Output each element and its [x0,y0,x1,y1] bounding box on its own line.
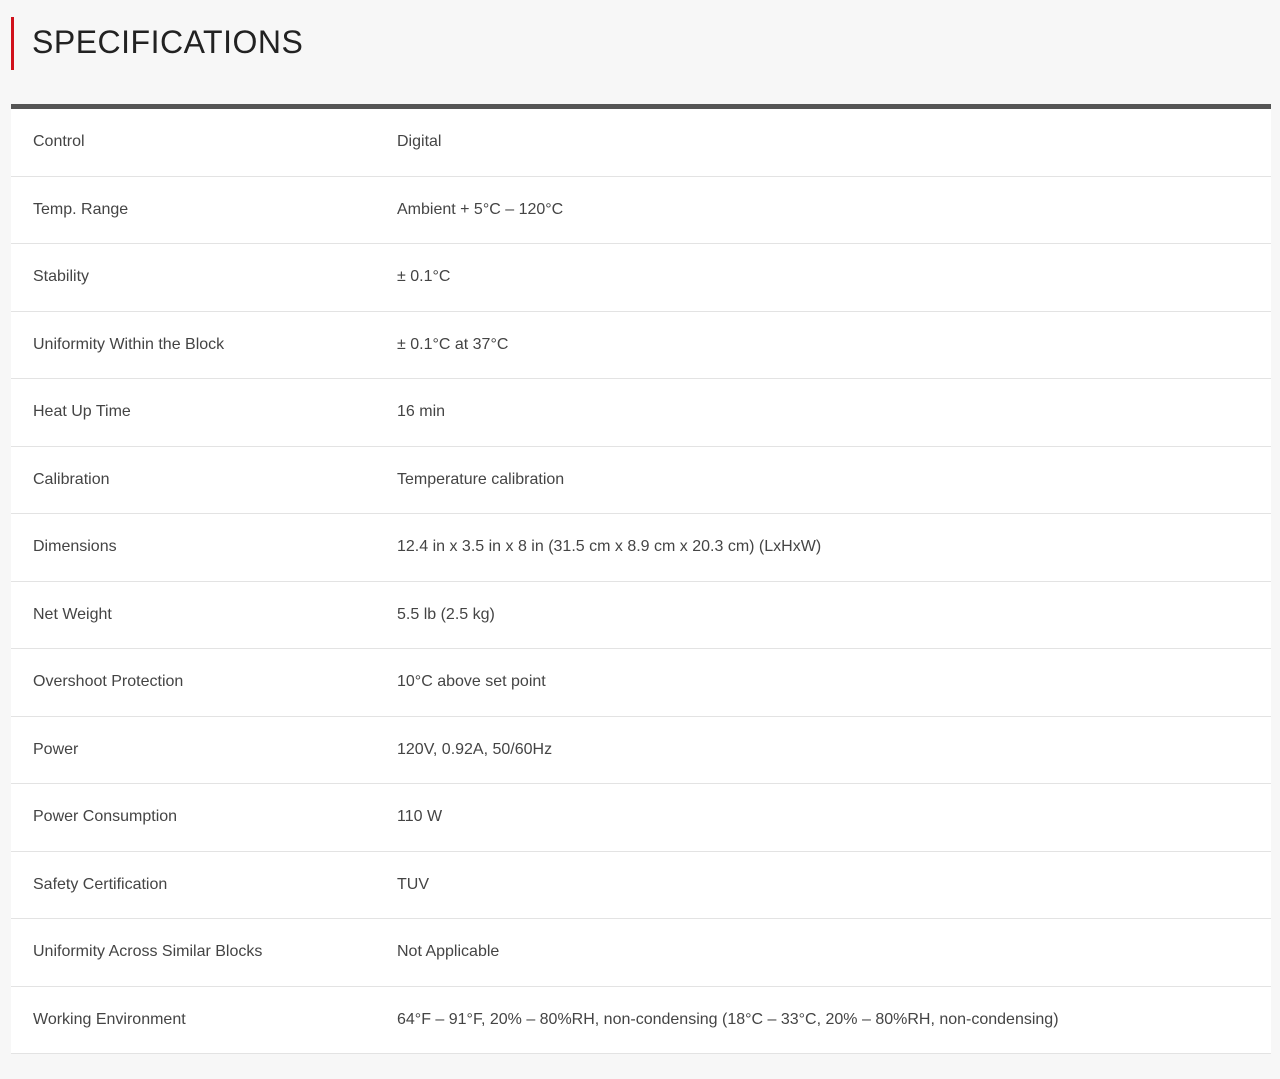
spec-label: Power [33,740,79,758]
spec-value: Not Applicable [397,943,500,961]
spec-row-stability [11,244,1271,312]
spec-value: Temperature calibration [397,470,565,488]
spec-label: Stability [33,268,90,286]
spec-row-calibration [11,447,1271,515]
spec-row-heat-up-time [11,379,1271,447]
spec-value: 12.4 in x 3.5 in x 8 in (31.5 cm x 8.9 cm x 20.3 cm) (LxHxW) [397,538,822,556]
spec-row-safety-certification [11,852,1271,920]
spec-value: Ambient + 5°C – 120°C [397,200,564,218]
spec-label: Dimensions [33,538,117,556]
spec-row-net-weight [11,582,1271,650]
spec-label: Control [33,133,85,151]
spec-label: Safety Certification [33,875,168,893]
spec-value: ± 0.1°C at 37°C [397,335,509,353]
spec-label: Power Consumption [33,808,178,826]
spec-label: Uniformity Across Similar Blocks [33,943,263,961]
spec-value: ± 0.1°C [397,268,451,286]
spec-value: 110 W [397,808,443,826]
spec-row-dimensions [11,514,1271,582]
spec-label: Net Weight [33,605,112,623]
spec-row-power [11,717,1271,785]
spec-label: Temp. Range [33,200,129,218]
spec-value: 64°F – 91°F, 20% – 80%RH, non-condensing (18°C – 33°C, 20% – 80%RH, non-condensing) [397,1010,1059,1028]
spec-label: Working Environment [33,1010,186,1028]
spec-row-temp-range [11,177,1271,245]
spec-row-uniformity-across-blocks [11,919,1271,987]
spec-value: 120V, 0.92A, 50/60Hz [397,740,553,758]
spec-label: Calibration [33,470,110,488]
spec-label: Overshoot Protection [33,673,184,691]
spec-value: 16 min [397,403,446,421]
spec-value: 10°C above set point [397,673,546,691]
spec-label: Uniformity Within the Block [33,335,225,353]
section-heading [11,17,303,70]
section-title: SPECIFICATIONS [32,23,304,60]
spec-value: Digital [397,133,442,151]
spec-value: TUV [397,875,429,893]
spec-row-overshoot-protection [11,649,1271,717]
spec-row-working-environment [11,987,1271,1055]
spec-row-power-consumption [11,784,1271,852]
specifications-table [11,104,1271,1054]
spec-row-control [11,109,1271,177]
spec-label: Heat Up Time [33,403,131,421]
spec-row-uniformity-within-block [11,312,1271,380]
spec-value: 5.5 lb (2.5 kg) [397,605,495,623]
